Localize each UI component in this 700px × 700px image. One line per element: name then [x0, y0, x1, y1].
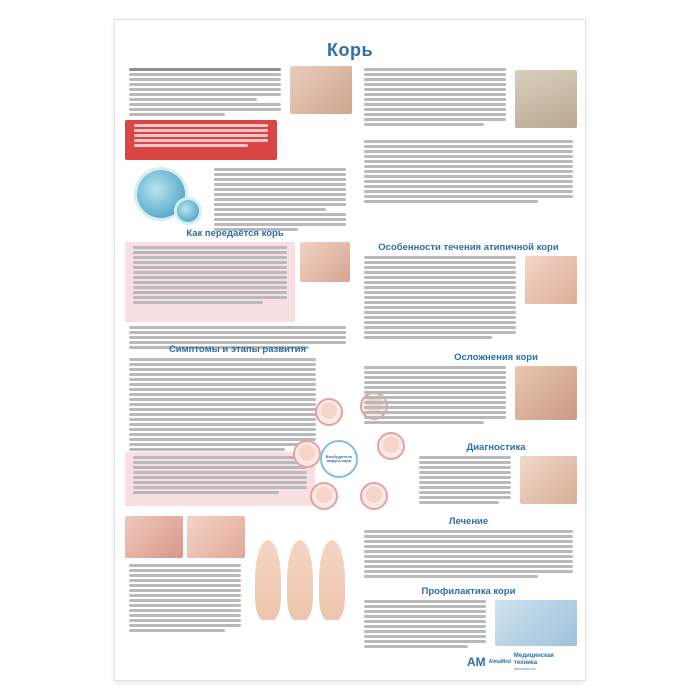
- treatment-text: [360, 530, 577, 580]
- virus-illustration-small: [177, 200, 199, 222]
- child-bed-photo: [520, 456, 577, 504]
- almamed-logo: [467, 653, 554, 671]
- center-label: Вообудитель вируса кори: [320, 440, 358, 478]
- rash-photo: [290, 66, 352, 114]
- section-title-transmission: Как передаётся корь: [186, 228, 284, 239]
- diagnostics-text: [415, 456, 515, 506]
- warning-box: [125, 120, 277, 160]
- section-title-treatment: Лечение: [448, 516, 489, 527]
- rash-description: [125, 564, 245, 634]
- complications-text: [360, 366, 510, 426]
- vaccination-photo: [495, 600, 577, 646]
- symptoms-text: [125, 358, 320, 453]
- skin-rash-photo: [187, 516, 245, 558]
- symptom-circle-1: [315, 398, 343, 426]
- symptom-circle-4: [377, 432, 405, 460]
- prevention-text: [360, 600, 490, 650]
- logo-subtitle-1: Медицинская: [513, 653, 554, 659]
- child-rash-photo: [525, 256, 577, 304]
- virus-description: [210, 168, 350, 233]
- logo-mark: AM: [467, 654, 486, 669]
- intro-text: [125, 68, 285, 118]
- poster-title: Корь: [326, 40, 374, 60]
- history-text: [360, 68, 510, 128]
- medical-poster: [115, 20, 585, 680]
- child-figure-3: [319, 540, 345, 620]
- child-figure-2: [287, 540, 313, 620]
- sick-child-photo: [515, 366, 577, 420]
- logo-subtitle-2: техника: [513, 659, 538, 666]
- section-title-symptoms: Симптомы и этапы развития: [168, 344, 307, 355]
- mouth-photo: [125, 516, 183, 558]
- symptom-circle-3: [293, 440, 321, 468]
- symptoms-stages-box: [125, 452, 315, 506]
- symptom-circle-5: [310, 482, 338, 510]
- section-title-atypical: Особенности течения атипичной кори: [378, 242, 559, 253]
- atypical-text: [360, 256, 520, 341]
- logo-name: AlmaMed: [488, 658, 511, 665]
- section-title-complications: Осложнения кори: [454, 352, 538, 363]
- historical-portrait: [515, 70, 577, 128]
- section-title-diagnostics: Диагностика: [466, 442, 526, 453]
- logo-url: almamed.su: [513, 665, 536, 671]
- epidemiology-text: [360, 140, 577, 205]
- section-title-prevention: Профилактика кори: [421, 586, 516, 597]
- child-photo: [300, 242, 350, 282]
- symptom-circle-6: [360, 482, 388, 510]
- child-figure-1: [255, 540, 281, 620]
- transmission-text: [125, 242, 295, 322]
